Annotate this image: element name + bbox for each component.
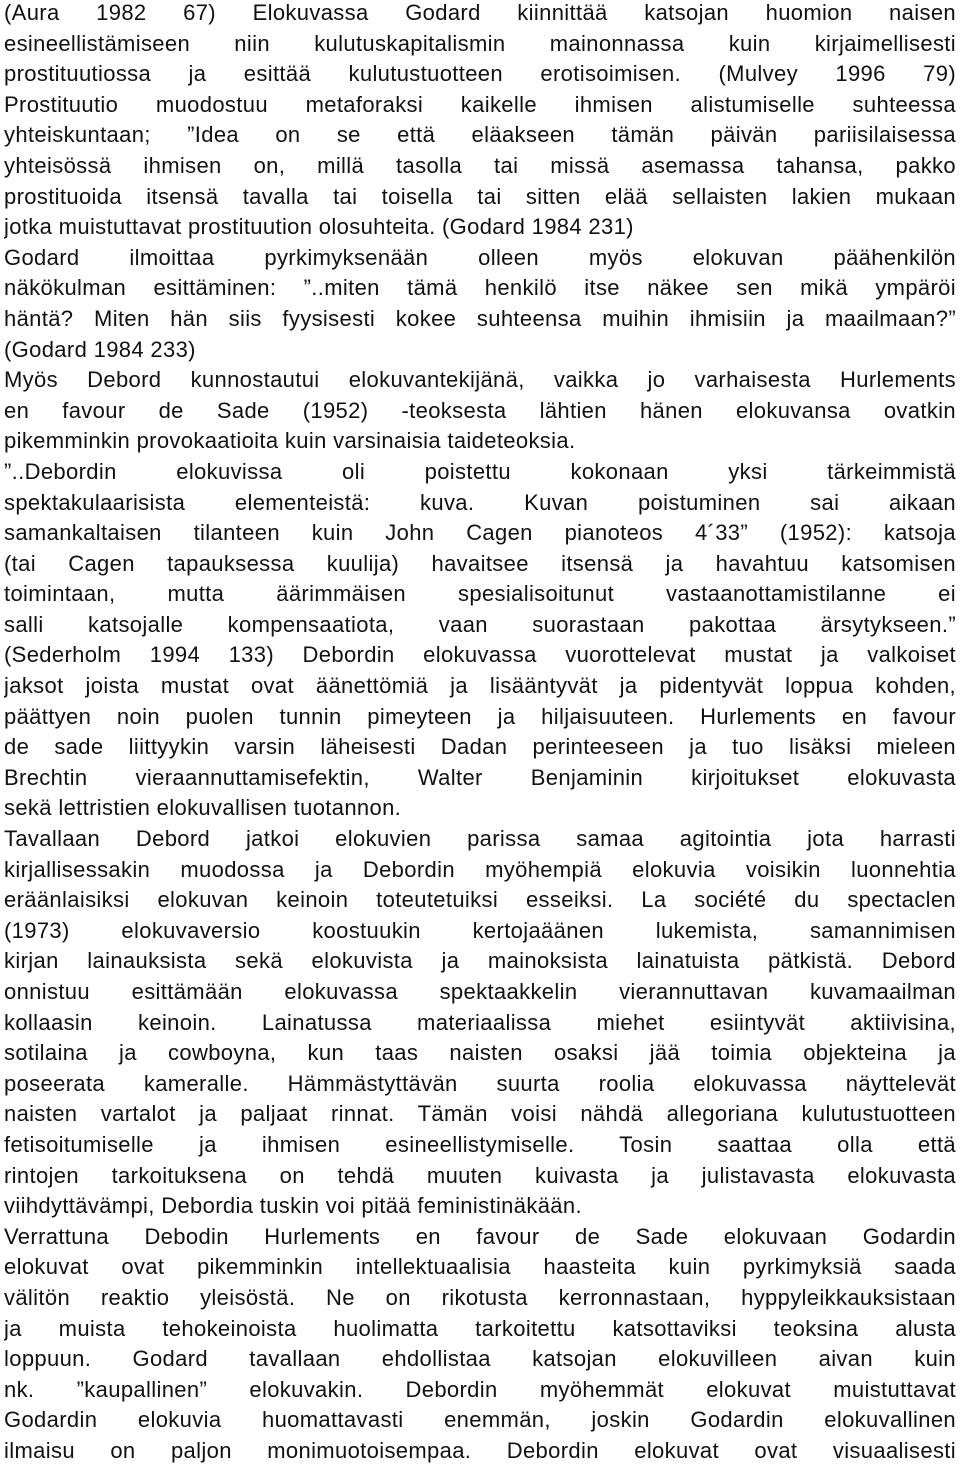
text-line: poseerata kameralle. Hämmästyttävän suurta roolia elokuvassa näyttelevät [4,1070,956,1096]
text-line: de sade liittyykin varsin läheisesti Dadan perinteeseen ja tuo lisäksi mieleen [4,734,956,760]
text-line: naisten vartalot ja paljaat rinnat. Tämän voisi nähdä allegoriana kulutustuotteen [4,1101,956,1127]
text-line: (Sederholm 1994 133) Debordin elokuvassa vuorottelevat mustat ja valkoiset [4,642,956,668]
text-line: nk. ”kaupallinen” elokuvakin. Debordin myöhemmät elokuvat muistuttavat [4,1376,956,1402]
text-line: eräänlaisiksi elokuvan keinoin toteutetuiksi esseiksi. La société du spectaclen [4,887,956,913]
text-line: Godard ilmoittaa pyrkimyksenään olleen myös elokuvan päähenkilön [4,244,956,270]
text-line: ilmaisu on paljon monimuotoisempaa. Debordin elokuvat ovat visuaalisesti [4,1437,956,1463]
text-line: fetisoitumiselle ja ihmisen esineellistymiselle. Tosin saattaa olla että [4,1131,956,1157]
text-line: sekä lettristien elokuvallisen tuotannon. [4,795,402,821]
text-line: Brechtin vieraannuttamisefektin, Walter Benjaminin kirjoitukset elokuvasta [4,764,956,790]
text-line: kirjallisessakin muodossa ja Debordin myöhempiä elokuvia voisikin luonnehtia [4,856,956,882]
text-line: esineellistämiseen niin kulutuskapitalismin mainonnassa kuin kirjaimellisesti [4,30,956,56]
text-line: salli katsojalle kompensaatiota, vaan suorastaan pakottaa ärsytykseen.” [4,611,956,637]
text-line: päättyen noin puolen tunnin pimeyteen ja hiljaisuuteen. Hurlements en favour [4,703,956,729]
text-line: ja muista tehokeinoista huolimatta tarkoitettu katsottaviksi teoksina alusta [4,1315,956,1341]
text-line: näkökulman esittäminen: ”..miten tämä henkilö itse näkee sen mikä ympäröi [4,275,956,301]
text-line: samankaltaisen tilanteen kuin John Cagen pianoteos 4´33” (1952): katsoja [4,520,956,546]
text-line: elokuvat ovat pikemminkin intellektuaalisia haasteita kuin pyrkimyksiä saada [4,1254,956,1280]
text-line: (tai Cagen tapauksessa kuulija) havaitsee itsensä ja havahtuu katsomisen [4,550,956,576]
text-line: onnistuu esittämään elokuvassa spektaakkelin vierannuttavan kuvamaailman [4,979,956,1004]
text-line: Godardin elokuvia huomattavasti enemmän, joskin Godardin elokuvallinen [4,1407,956,1433]
text-line: spektakulaarisista elementeistä: kuva. Kuvan poistuminen sai aikaan [4,489,956,515]
text-line: pikemminkin provokaatioita kuin varsinaisia taideteoksia. [4,428,576,454]
text-line: yhteiskuntaan; ”Idea on se että eläakseen tämän päivän pariisilaisessa [4,122,956,148]
text-line: sotilaina ja cowboyna, kun taas naisten osaksi jää toimia objekteina ja [4,1040,956,1066]
text-line: Tavallaan Debord jatkoi elokuvien parissa samaa agitointia jota harrasti [4,826,956,852]
text-line: välitön reaktio yleisöstä. Ne on rikotusta kerronnastaan, hyppyleikkauksistaan [4,1284,956,1310]
text-line: jaksot joista mustat ovat äänettömiä ja lisääntyvät ja pidentyvät loppua kohden, [4,673,956,699]
text-line: jotka muistuttavat prostituution olosuhteita. (Godard 1984 231) [4,214,634,240]
text-line: häntä? Miten hän siis fyysisesti kokee suhteensa muihin ihmisiin ja maailmaan?” [4,305,956,331]
text-line: (Godard 1984 233) [4,336,196,362]
text-line: viihdyttävämpi, Debordia tuskin voi pitää feministinäkään. [4,1193,582,1219]
text-line: ”..Debordin elokuvissa oli poistettu kokonaan yksi tärkeimmistä [4,458,956,484]
text-line: loppuun. Godard tavallaan ehdollistaa katsojan elokuvilleen aivan kuin [4,1346,956,1372]
text-line: toimintaan, mutta äärimmäisen spesialisoitunut vastaanottamistilanne ei [4,581,956,607]
text-line: Prostituutio muodostuu metaforaksi kaikelle ihmisen alistumiselle suhteessa [4,91,956,117]
text-line: kollaasin keinoin. Lainatussa materiaalissa miehet esiintyvät aktiivisina, [4,1009,956,1035]
text-line: Myös Debord kunnostautui elokuvantekijänä, vaikka jo varhaisesta Hurlements [4,367,956,393]
text-line: (Aura 1982 67) Elokuvassa Godard kiinnittää katsojan huomion naisen [4,0,956,25]
document-page [4,0,956,1467]
text-line: en favour de Sade (1952) -teoksesta lähtien hänen elokuvansa ovatkin [4,397,956,423]
text-line: (1973) elokuvaversio koostuukin kertojaäänen lukemista, samannimisen [4,917,956,943]
text-line: rintojen tarkoituksena on tehdä muuten kuivasta ja julistavasta elokuvasta [4,1162,956,1188]
text-line: prostituutiossa ja esittää kulutustuotteen erotisoimisen. (Mulvey 1996 79) [4,61,956,87]
text-line: kirjan lainauksista sekä elokuvista ja mainoksista lainatuista pätkistä. Debord [4,948,956,974]
text-line: prostituoida itsensä tavalla tai toisella tai sitten elää sellaisten lakien mukaan [4,183,956,209]
text-line: yhteisössä ihmisen on, millä tasolla tai missä asemassa tahansa, pakko [4,152,956,178]
text-line: Verrattuna Debodin Hurlements en favour de Sade elokuvaan Godardin [4,1223,956,1249]
